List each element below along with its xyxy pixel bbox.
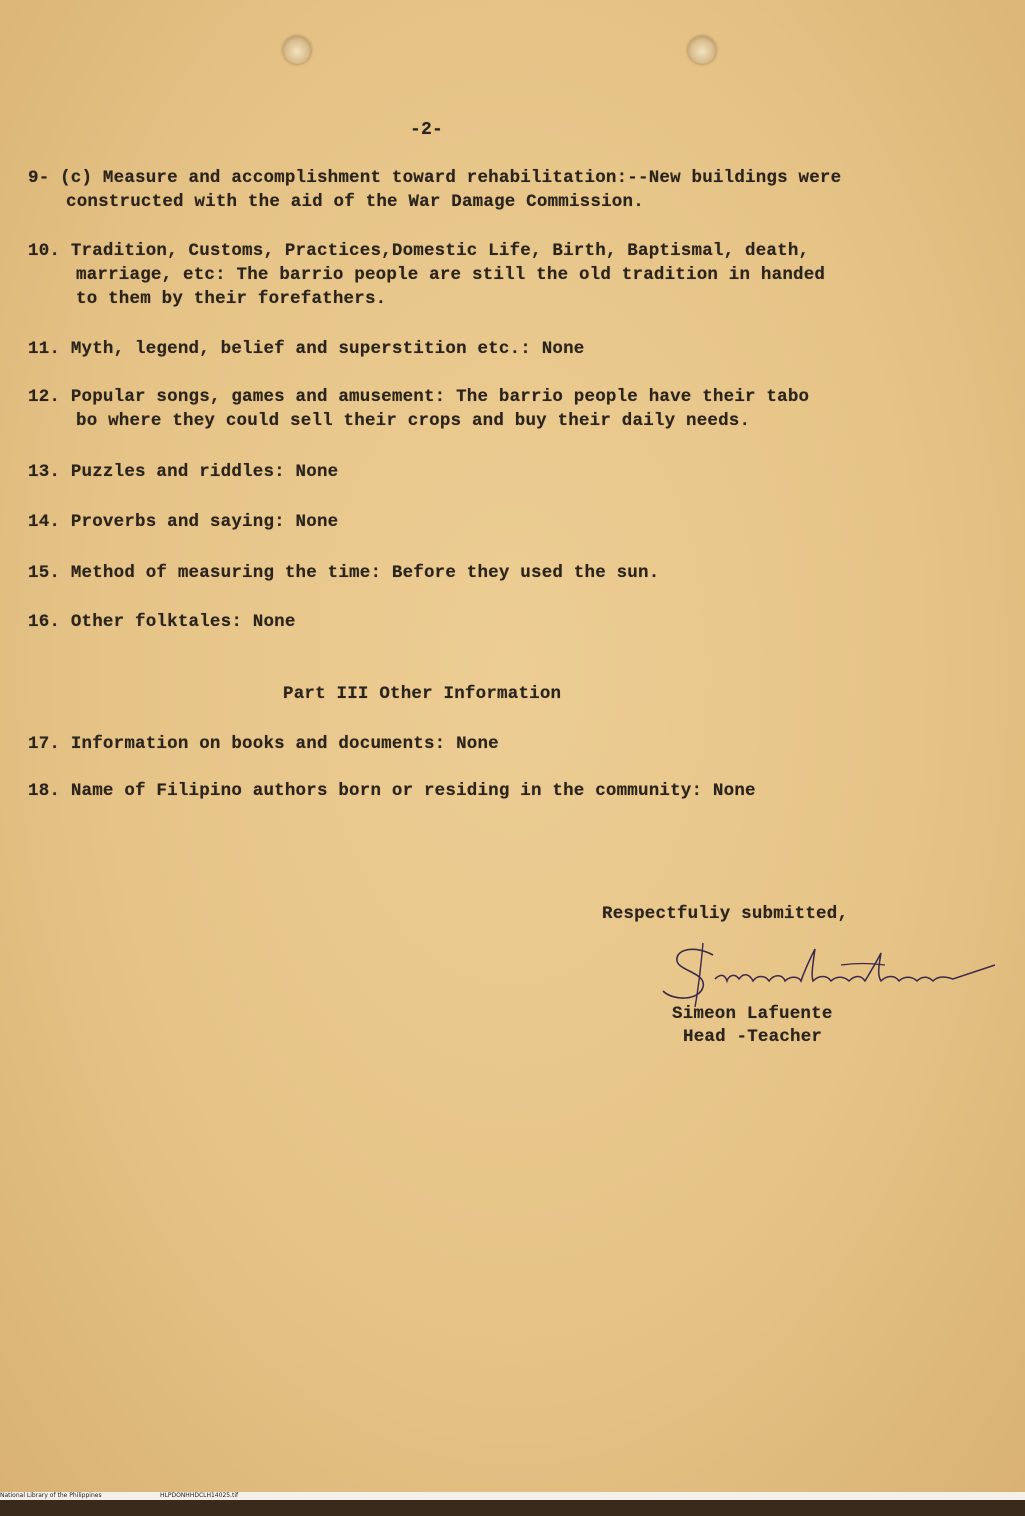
- list-item-11: [28, 337, 978, 361]
- footer-filename: HLPDONHHDCLH14025.tif: [160, 1492, 239, 1499]
- item-text: Proverbs and saying: None: [70, 512, 339, 532]
- list-item-9: [28, 166, 978, 214]
- signer-name: Simeon Lafuente: [672, 1004, 833, 1024]
- item-text: constructed with the aid of the War Damage Commission.: [66, 192, 644, 212]
- list-item-17: [28, 732, 978, 756]
- item-number: 18.: [28, 781, 61, 801]
- archive-footer: [0, 1492, 1025, 1500]
- page-number: -2-: [410, 120, 444, 140]
- item-number: 17.: [28, 734, 61, 754]
- list-item-12: [28, 385, 978, 433]
- item-text: Puzzles and riddles: None: [70, 462, 339, 482]
- item-text: Other folktales: None: [70, 612, 296, 632]
- item-text: Name of Filipino authors born or residing in the community: None: [70, 781, 756, 801]
- list-item-15: [28, 561, 978, 585]
- list-item-14: [28, 510, 978, 534]
- signer-title: Head -Teacher: [683, 1027, 823, 1047]
- item-text: Method of measuring the time: Before they used the sun.: [70, 563, 660, 583]
- list-item-16: [28, 610, 978, 634]
- item-text: Popular songs, games and amusement: The barrio people have their tabo: [70, 387, 810, 407]
- item-number: 12.: [28, 387, 61, 407]
- item-number: 13.: [28, 462, 61, 482]
- closing-line: Respectfuliy submitted,: [602, 904, 849, 924]
- item-text: Myth, legend, belief and superstition etc.: None: [70, 339, 585, 359]
- item-number: 11.: [28, 339, 61, 359]
- item-text: to them by their forefathers.: [76, 289, 387, 309]
- item-text: (c) Measure and accomplishment toward rehabilitation:--New buildings were: [60, 168, 842, 188]
- item-number: 16.: [28, 612, 61, 632]
- list-item-18: [28, 779, 978, 803]
- item-text: Tradition, Customs, Practices,Domestic Life, Birth, Baptismal, death,: [70, 241, 810, 261]
- item-number: 14.: [28, 512, 61, 532]
- item-number: 15.: [28, 563, 61, 583]
- item-number: 9-: [28, 168, 50, 188]
- item-text: marriage, etc: The barrio people are still the old tradition in handed: [76, 265, 826, 285]
- list-item-13: [28, 460, 978, 484]
- punch-hole: [283, 36, 311, 64]
- item-text: Information on books and documents: None: [70, 734, 499, 754]
- section-heading: Part III Other Information: [283, 684, 562, 704]
- item-text: bo where they could sell their crops and buy their daily needs.: [76, 411, 751, 431]
- footer-library: National Library of the Philippines: [0, 1492, 102, 1499]
- list-item-10: [28, 239, 978, 311]
- punch-hole: [688, 36, 716, 64]
- item-number: 10.: [28, 241, 61, 261]
